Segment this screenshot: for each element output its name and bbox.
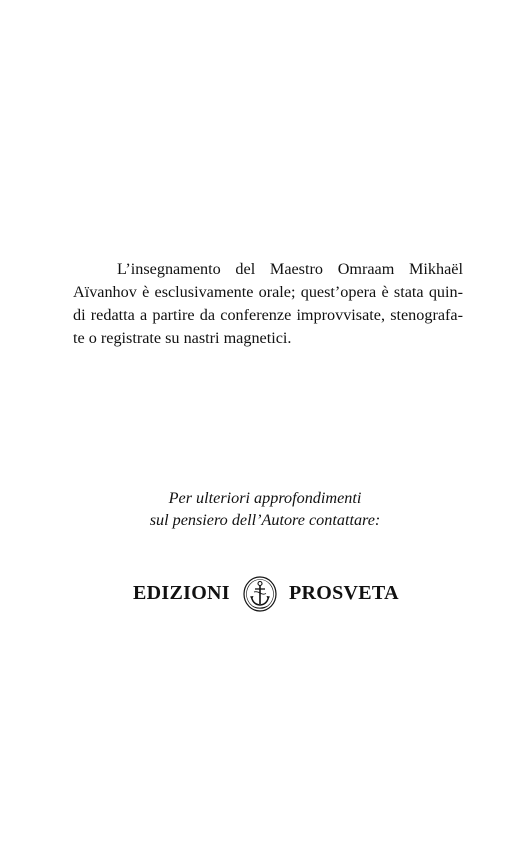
notice-line: te o registrate su nastri magnetici. <box>73 329 292 347</box>
notice-line: di redatta a partire da conferenze improvvisate, stenografa- <box>73 306 463 324</box>
anchor-emblem-icon <box>241 574 279 614</box>
contact-line-1: Per ulteriori approfondimenti <box>168 489 362 507</box>
notice-line: L’insegnamento del Maestro Omraam Mikhaël <box>117 260 463 278</box>
publisher-imprint <box>0 574 520 618</box>
publisher-name-left: EDIZIONI <box>133 582 230 604</box>
author-teaching-notice <box>73 258 463 350</box>
contact-invitation <box>0 487 520 531</box>
contact-line-2: sul pensiero dell’Autore contattare: <box>149 511 381 529</box>
publisher-name-right: PROSVETA <box>289 582 399 604</box>
notice-line: Aïvanhov è esclusivamente orale; quest’opera è stata quin- <box>73 283 463 301</box>
